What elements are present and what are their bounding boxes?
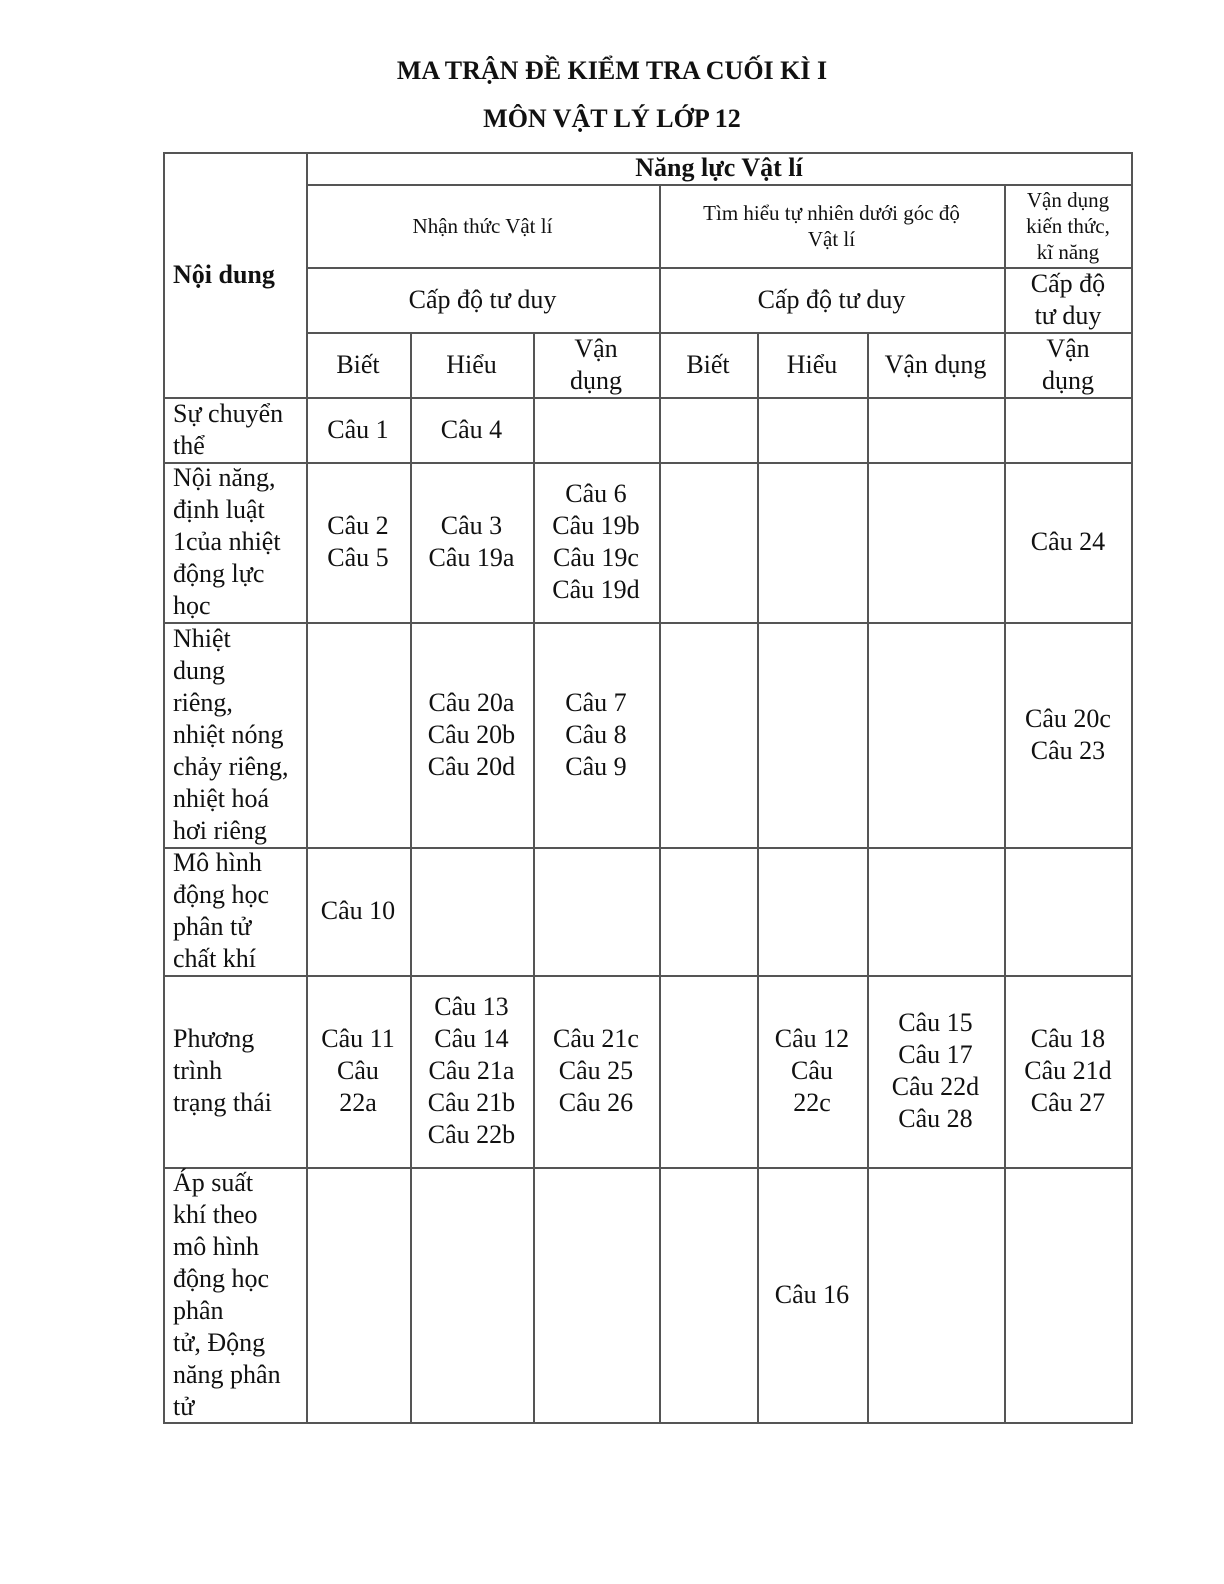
row-topic: Nhiệt dung riêng, nhiệt nóng chảy riêng, nhiệt hoá hơi riêng xyxy=(173,623,289,845)
group-header-applied-knowledge: Vận dụng kiến thức, kĩ năng xyxy=(1026,187,1110,264)
table-cell xyxy=(867,1167,1004,1422)
table-cell: Câu 6 Câu 19b Câu 19c Câu 19d xyxy=(552,479,640,604)
row-topic: Sự chuyển thể xyxy=(173,398,284,460)
table-cell xyxy=(410,1167,533,1422)
column-header: Biết xyxy=(336,349,380,379)
table-cell xyxy=(659,847,757,975)
table-cell: Câu 24 xyxy=(1030,527,1106,556)
table-cell: Câu 12 Câu 22c xyxy=(774,1024,850,1117)
column-header: Vận dụng xyxy=(570,333,622,395)
table-cell: Câu 3 Câu 19a xyxy=(428,511,515,572)
table-cell xyxy=(867,622,1004,847)
table-cell xyxy=(659,975,757,1167)
row-topic: Phương trình trạng thái xyxy=(173,1024,272,1117)
group-header-physics-cognition: Nhận thức Vật lí xyxy=(412,213,553,238)
table-cell xyxy=(867,462,1004,622)
row-topic: Mô hình động học phân tử chất khí xyxy=(173,848,270,973)
table-cell xyxy=(659,397,757,462)
table-border-bottom xyxy=(163,1422,1132,1424)
table-cell: Câu 2 Câu 5 xyxy=(327,511,389,572)
table-cell xyxy=(757,847,867,975)
column-header: Hiểu xyxy=(786,349,838,379)
table-cell: Câu 16 xyxy=(774,1279,850,1309)
table-cell xyxy=(757,462,867,622)
content-column-header: Nội dung xyxy=(173,259,275,289)
table-cell: Câu 15 Câu 17 Câu 22d Câu 28 xyxy=(891,1008,980,1133)
table-cell: Câu 13 Câu 14 Câu 21a Câu 21b Câu 22b xyxy=(427,992,516,1149)
table-cell xyxy=(533,847,659,975)
table-cell xyxy=(306,1167,410,1422)
table-cell xyxy=(659,462,757,622)
table-cell xyxy=(757,622,867,847)
table-cell xyxy=(410,847,533,975)
table-cell: Câu 20a Câu 20b Câu 20d xyxy=(427,687,516,781)
table-cell xyxy=(757,397,867,462)
level-header: Cấp độ tư duy xyxy=(1030,268,1106,330)
level-header: Cấp độ tư duy xyxy=(408,284,557,314)
table-cell xyxy=(1004,397,1132,462)
document-subtitle: MÔN VẬT LÝ LỚP 12 xyxy=(483,104,741,133)
column-header: Hiểu xyxy=(446,349,497,379)
table-cell: Câu 10 xyxy=(320,896,396,925)
table-cell xyxy=(1004,1167,1132,1422)
table-cell xyxy=(533,397,659,462)
table-cell: Câu 1 xyxy=(327,414,389,444)
table-cell xyxy=(533,1167,659,1422)
table-cell xyxy=(659,1167,757,1422)
table-cell xyxy=(659,622,757,847)
table-cell: Câu 11 Câu 22a xyxy=(321,1024,395,1117)
table-cell xyxy=(867,847,1004,975)
table-cell xyxy=(306,622,410,847)
column-header: Vận dụng xyxy=(1042,333,1094,395)
group-header-nature-exploration: Tìm hiểu tự nhiên dưới góc độ Vật lí xyxy=(703,200,960,251)
table-cell: Câu 7 Câu 8 Câu 9 xyxy=(565,687,627,781)
table-cell xyxy=(867,397,1004,462)
table-cell: Câu 20c Câu 23 xyxy=(1025,703,1111,765)
column-header: Vận dụng xyxy=(884,349,987,379)
table-cell: Câu 18 Câu 21d Câu 27 xyxy=(1024,1024,1112,1117)
level-header: Cấp độ tư duy xyxy=(757,284,906,314)
table-cell: Câu 21c Câu 25 Câu 26 xyxy=(553,1024,639,1117)
competency-header: Năng lực Vật lí xyxy=(635,153,803,182)
column-header: Biết xyxy=(686,349,730,379)
row-topic: Áp suất khí theo mô hình động học phân tử, Động năng phân tử xyxy=(173,1167,281,1421)
table-cell xyxy=(1004,847,1132,975)
document-title: MA TRẬN ĐỀ KIỂM TRA CUỐI KÌ I xyxy=(396,56,828,85)
table-cell: Câu 4 xyxy=(440,414,503,444)
row-topic: Nội năng, định luật 1của nhiệt động lực học xyxy=(173,463,281,620)
